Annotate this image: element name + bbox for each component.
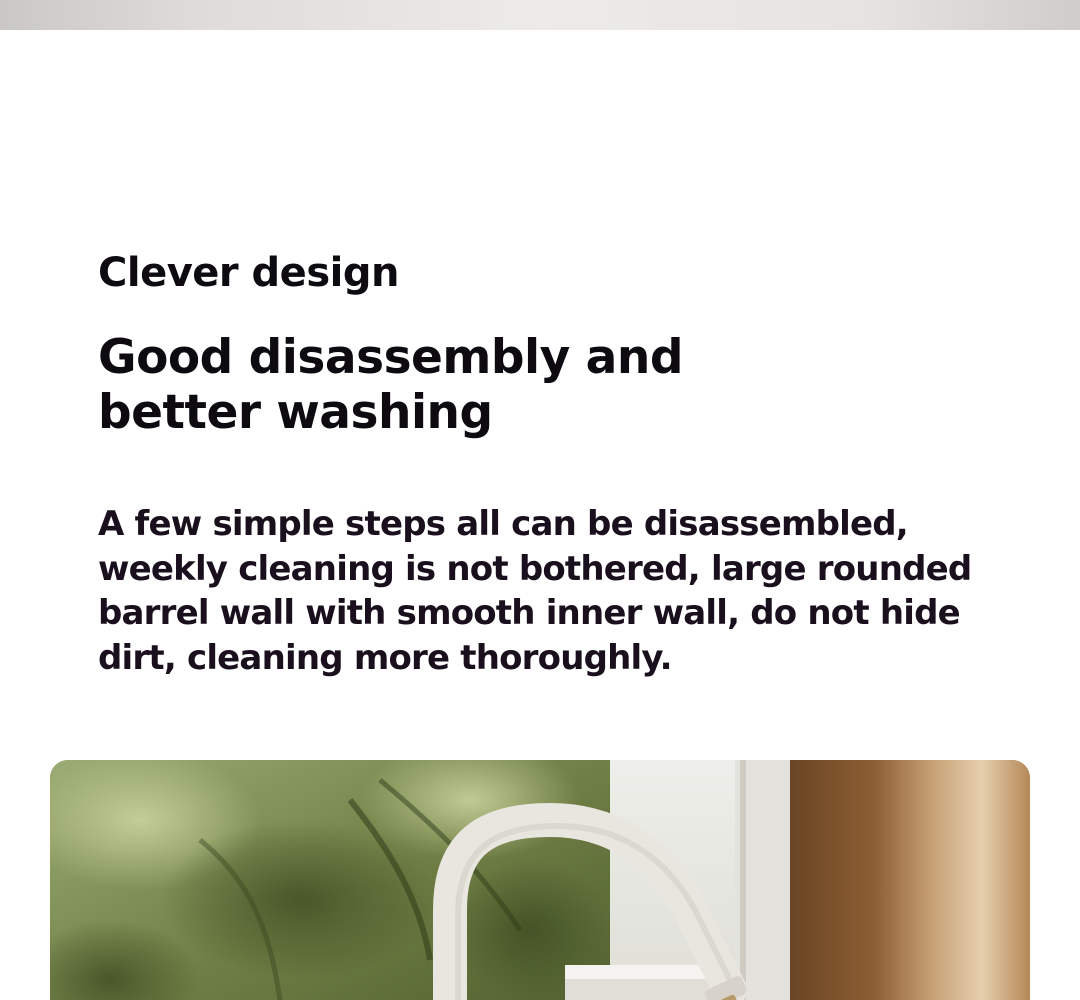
faucet-scene-image — [50, 760, 1030, 1000]
headline-line-1: Good disassembly and — [98, 330, 683, 385]
section-description: A few simple steps all can be disassembled, weekly cleaning is not bothered, large rounded barrel wall with smooth inner wall, do not hide dirt, cleaning more thoroughly. — [98, 504, 972, 678]
section-headline — [98, 330, 718, 440]
headline-line-2: better washing — [98, 385, 493, 440]
product-photo — [50, 760, 1030, 1000]
top-image-strip — [0, 0, 1080, 30]
section-eyebrow: Clever design — [98, 250, 399, 296]
